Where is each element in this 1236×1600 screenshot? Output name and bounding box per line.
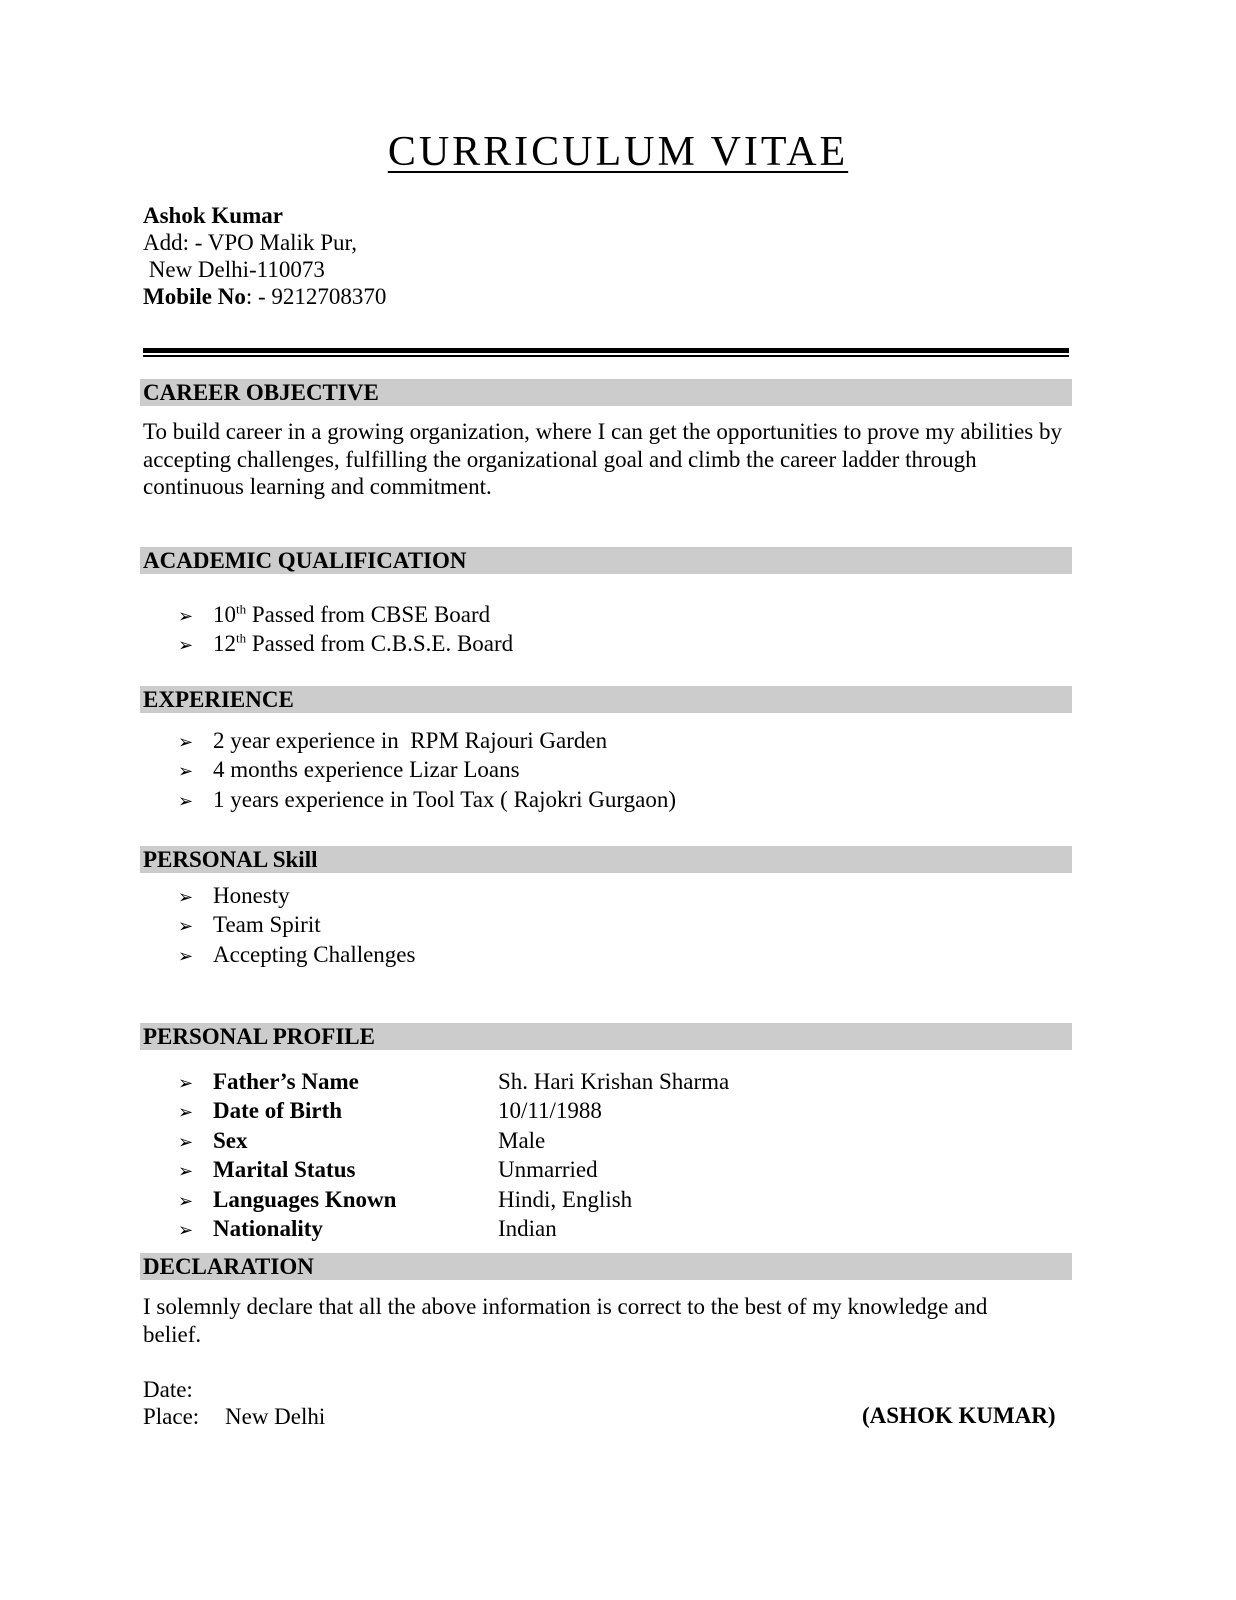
arrow-bullet-icon: ➢ xyxy=(178,1131,194,1152)
list-item: ➢ 4 months experience Lizar Loans xyxy=(178,756,676,785)
list-item: ➢ Honesty xyxy=(178,882,415,911)
arrow-bullet-icon: ➢ xyxy=(178,1073,194,1093)
list-item: ➢ Accepting Challenges xyxy=(178,941,415,970)
profile-row: ➢ Sex Male xyxy=(178,1127,729,1156)
arrow-bullet-icon: ➢ xyxy=(178,732,194,752)
list-item: ➢ 1 years experience in Tool Tax ( Rajokri Gurgaon) xyxy=(178,786,676,815)
section-heading-declaration: DECLARATION xyxy=(140,1253,1072,1280)
arrow-bullet-icon: ➢ xyxy=(178,887,194,907)
place-label: Place: xyxy=(143,1404,200,1429)
arrow-bullet-icon: ➢ xyxy=(178,1161,194,1182)
arrow-bullet-icon: ➢ xyxy=(178,945,194,966)
arrow-bullet-icon: ➢ xyxy=(178,761,194,782)
list-item: ➢ 10th Passed from CBSE Board xyxy=(178,601,513,630)
document-title: CURRICULUM VITAE xyxy=(387,129,849,175)
profile-row: ➢ Marital Status Unmarried xyxy=(178,1156,729,1185)
list-item: ➢ 2 year experience in RPM Rajouri Garden xyxy=(178,727,676,756)
section-heading-experience: EXPERIENCE xyxy=(140,686,1072,713)
profile-list xyxy=(178,1068,729,1244)
mobile-line xyxy=(143,283,386,310)
arrow-bullet-icon: ➢ xyxy=(178,606,194,626)
arrow-bullet-icon: ➢ xyxy=(178,1102,194,1123)
profile-row: ➢ Nationality Indian xyxy=(178,1215,729,1244)
contact-header xyxy=(143,202,386,310)
header-divider xyxy=(143,348,1069,357)
list-item: ➢ 12th Passed from C.B.S.E. Board xyxy=(178,630,513,659)
list-item: ➢ Team Spirit xyxy=(178,911,415,940)
candidate-name: Ashok Kumar xyxy=(143,203,283,228)
address-line-2: New Delhi-110073 xyxy=(143,257,325,282)
section-heading-career-objective: CAREER OBJECTIVE xyxy=(140,379,1072,406)
profile-row: ➢ Languages Known Hindi, English xyxy=(178,1186,729,1215)
profile-row: ➢ Date of Birth 10/11/1988 xyxy=(178,1097,729,1126)
arrow-bullet-icon: ➢ xyxy=(178,916,194,937)
mobile-value: : - 9212708370 xyxy=(245,284,387,309)
academic-list xyxy=(178,601,513,660)
section-heading-personal-profile: PERSONAL PROFILE xyxy=(140,1023,1072,1050)
declaration-text: I solemnly declare that all the above information is correct to the best of my knowledge and belief. xyxy=(143,1294,988,1347)
mobile-label: Mobile No xyxy=(143,284,246,309)
place-value: New Delhi xyxy=(225,1404,326,1429)
skills-list xyxy=(178,882,415,970)
experience-list xyxy=(178,727,676,815)
arrow-bullet-icon: ➢ xyxy=(178,1220,194,1241)
arrow-bullet-icon: ➢ xyxy=(178,1190,194,1211)
career-objective-text: To build career in a growing organization, where I can get the opportunities to prove my abilities by accepting challenges, fulfilling the organizational goal and climb the career ladder through continuous learning and commitment. xyxy=(143,419,1062,499)
address-line-1: Add: - VPO Malik Pur, xyxy=(143,230,357,255)
date-line: Date: xyxy=(143,1377,193,1402)
arrow-bullet-icon: ➢ xyxy=(178,635,194,656)
section-heading-academic: ACADEMIC QUALIFICATION xyxy=(140,547,1072,574)
section-heading-personal-skill: PERSONAL Skill xyxy=(140,846,1072,873)
arrow-bullet-icon: ➢ xyxy=(178,790,194,811)
signature: (ASHOK KUMAR) xyxy=(862,1403,1056,1428)
profile-row: ➢ Father’s Name Sh. Hari Krishan Sharma xyxy=(178,1068,729,1097)
